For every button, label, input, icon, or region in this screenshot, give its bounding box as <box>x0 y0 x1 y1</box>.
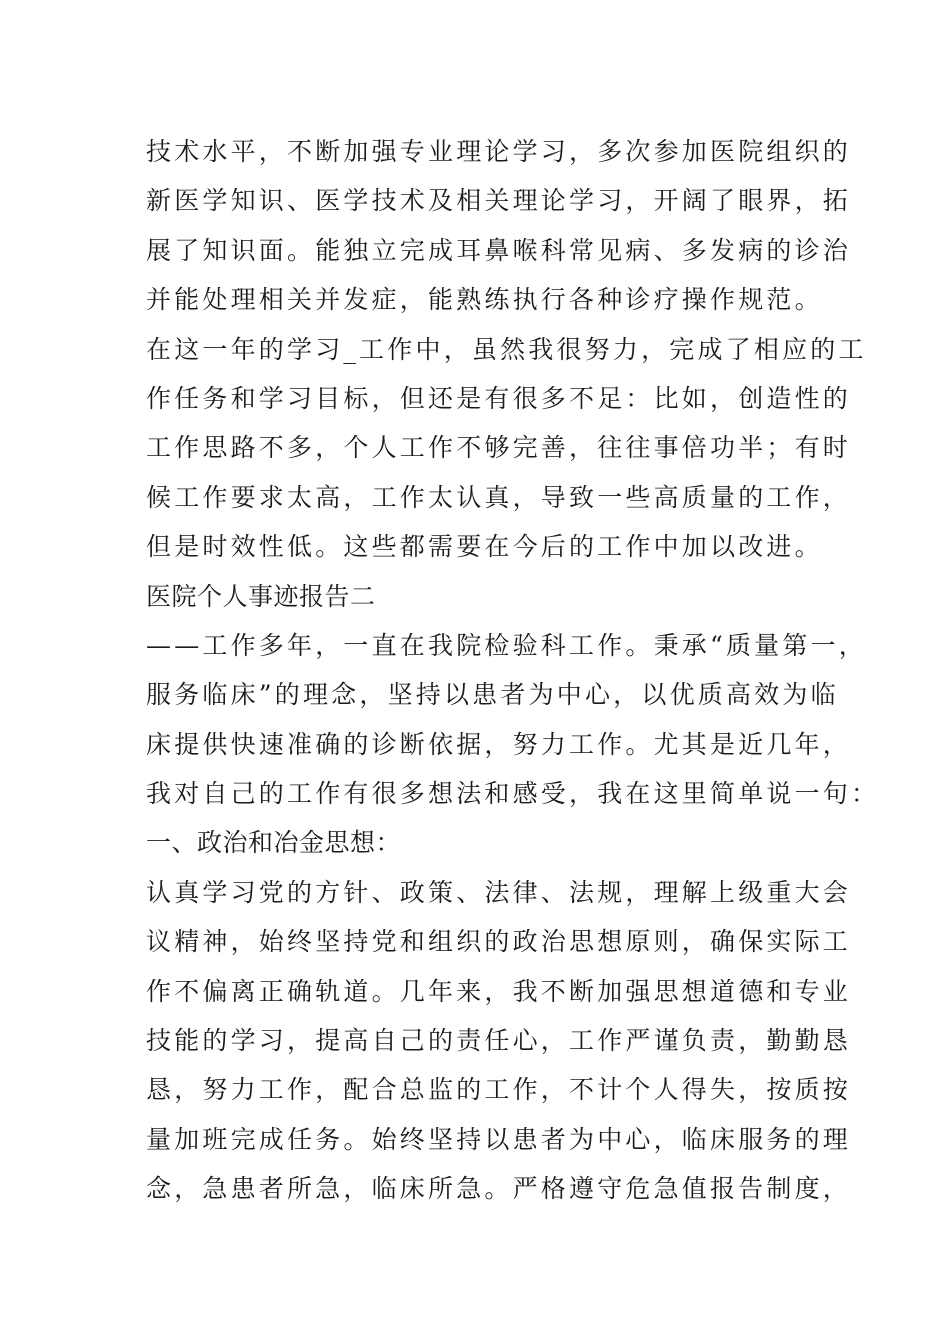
section-heading: 医院个人事迹报告二 <box>146 581 376 611</box>
text-line-17: 议精神，始终坚持党和组织的政治思想原则，确保实际工 <box>146 927 852 957</box>
subsection-heading: 一、政治和冶金思想： <box>146 828 402 858</box>
text-line-20: 恳，努力工作，配合总监的工作，不计个人得失，按质按 <box>146 1075 852 1105</box>
text-line-18: 作不偏离正确轨道。几年来，我不断加强思想道德和专业 <box>146 976 852 1006</box>
text-line-3: 展了知识面。能独立完成耳鼻喉科常见病、多发病的诊治 <box>146 235 852 265</box>
text-line-21: 量加班完成任务。始终坚持以患者为中心，临床服务的理 <box>146 1124 852 1154</box>
text-line-5: 在这一年的学习_工作中，虽然我很努力，完成了相应的工 <box>146 334 867 364</box>
text-line-12: 服务临床”的理念，坚持以患者为中心，以优质高效为临 <box>146 680 839 710</box>
text-line-19: 技能的学习，提高自己的责任心，工作严谨负责，勤勤恳 <box>146 1026 852 1056</box>
text-line-4: 并能处理相关并发症，能熟练执行各种诊疗操作规范。 <box>146 285 823 315</box>
text-line-13: 床提供快速准确的诊断依据，努力工作。尤其是近几年， <box>146 729 852 759</box>
document-body <box>146 127 880 1214</box>
text-line-22: 念，急患者所急，临床所急。严格遵守危急值报告制度， <box>146 1174 852 1204</box>
text-line-11: ——工作多年，一直在我院检验科工作。秉承“质量第一， <box>146 630 867 660</box>
text-line-8: 候工作要求太高，工作太认真，导致一些高质量的工作， <box>146 482 852 512</box>
text-line-9: 但是时效性低。这些都需要在今后的工作中加以改进。 <box>146 532 823 562</box>
text-line-14: 我对自己的工作有很多想法和感受，我在这里简单说一句： <box>146 779 880 809</box>
text-line-16: 认真学习党的方针、政策、法律、法规，理解上级重大会 <box>146 877 852 907</box>
text-line-1: 技术水平，不断加强专业理论学习，多次参加医院组织的 <box>146 137 852 166</box>
text-line-6: 作任务和学习目标，但还是有很多不足：比如，创造性的 <box>146 383 852 413</box>
text-line-2: 新医学知识、医学技术及相关理论学习，开阔了眼界，拓 <box>146 186 852 216</box>
text-line-7: 工作思路不多，个人工作不够完善，往往事倍功半；有时 <box>146 433 852 463</box>
